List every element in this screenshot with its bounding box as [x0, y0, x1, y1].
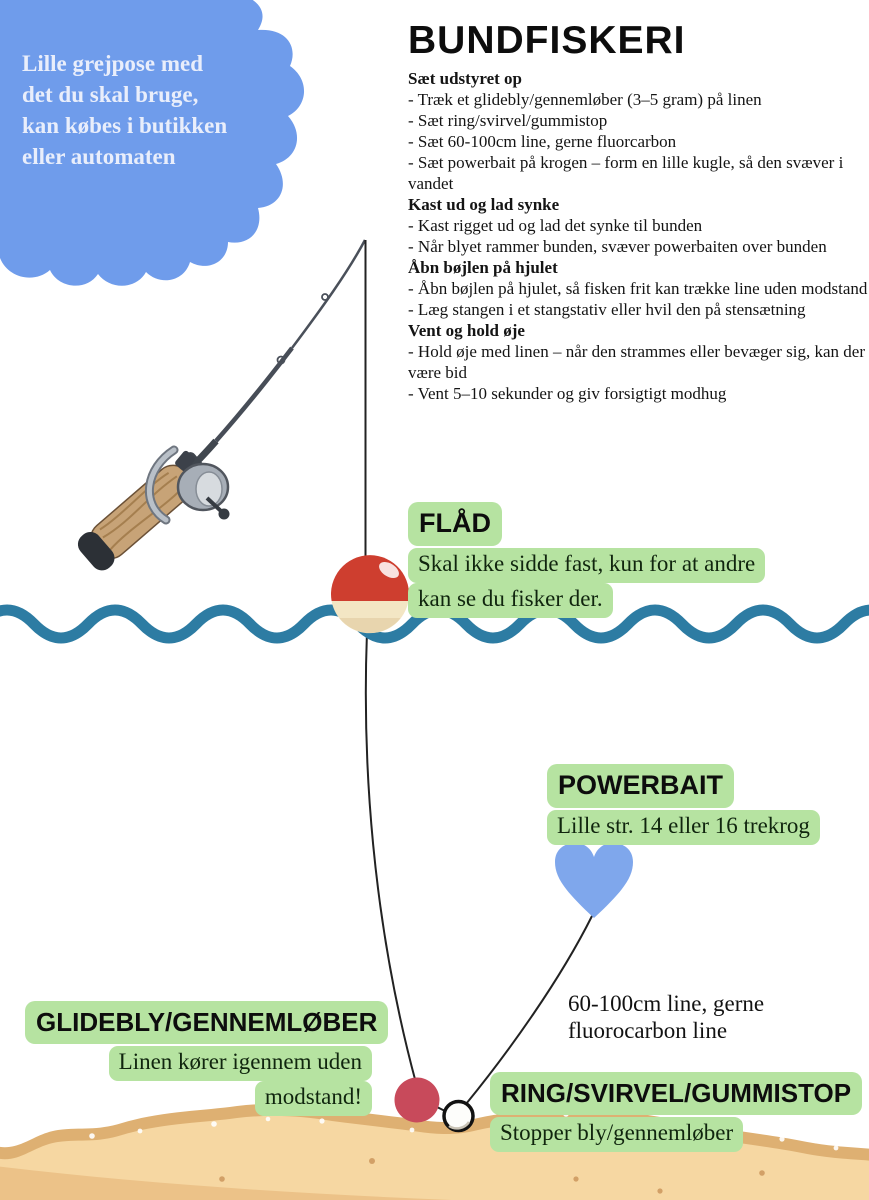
section-heading: Sæt udstyret op — [408, 69, 522, 88]
leader-line-note-line: fluorocarbon line — [568, 1018, 728, 1043]
callout-flaad-desc — [408, 548, 765, 618]
callout-desc-line: Skal ikke sidde fast, kun for at andre — [408, 548, 765, 583]
reel-handle-knob — [219, 509, 230, 520]
callout-glidebly-title: GLIDEBLY/GENNEMLØBER — [25, 1001, 388, 1044]
callout-flaad — [408, 502, 765, 618]
callout-powerbait — [547, 764, 820, 845]
callout-powerbait-desc — [547, 810, 820, 845]
instruction-item: - Hold øje med linen – når den strammes eller bevæger sig, kan der være bid — [408, 342, 865, 382]
callout-desc-line: kan se du fisker der. — [408, 583, 613, 618]
callout-desc-line: Stopper bly/gennemløber — [490, 1117, 743, 1152]
cloud-note-line: kan købes i butikken — [22, 113, 228, 138]
fishing-rod-illustration — [73, 240, 365, 575]
instruction-section — [408, 320, 869, 404]
callout-desc-line: Lille str. 14 eller 16 trekrog — [547, 810, 820, 845]
cloud-note-line: Lille grejpose med — [22, 51, 203, 76]
leader-line-note — [568, 990, 764, 1044]
instruction-section — [408, 68, 869, 194]
rod-blank-tip — [292, 240, 365, 348]
section-heading: Vent og hold øje — [408, 321, 525, 340]
rod-guide-ring — [322, 294, 328, 300]
float-bobber — [331, 555, 409, 633]
powerbait-heart — [555, 843, 633, 918]
instruction-item: - Åbn bøjlen på hjulet, så fisken frit kan trække line uden modstand — [408, 279, 868, 298]
callout-ring-title: RING/SVIRVEL/GUMMISTOP — [490, 1072, 862, 1115]
instruction-item: - Sæt powerbait på krogen – form en lille kugle, så den svæver i vandet — [408, 153, 844, 193]
rod-blank-mid — [216, 348, 292, 441]
callout-glidebly — [25, 1001, 378, 1116]
section-heading: Kast ud og lad synke — [408, 195, 560, 214]
callout-flaad-title: FLÅD — [408, 502, 502, 546]
instruction-item: - Sæt 60-100cm line, gerne fluorcarbon — [408, 132, 677, 151]
section-heading: Åbn bøjlen på hjulet — [408, 258, 558, 277]
instruction-item: - Kast rigget ud og lad det synke til bunden — [408, 216, 703, 235]
cloud-note — [22, 48, 227, 172]
swivel-ring — [444, 1102, 473, 1131]
callout-desc-line: Linen kører igennem uden — [109, 1046, 372, 1081]
sliding-sinker — [395, 1078, 440, 1123]
callout-powerbait-title: POWERBAIT — [547, 764, 734, 808]
instruction-item: - Sæt ring/svirvel/gummistop — [408, 111, 608, 130]
cloud-note-line: det du skal bruge, — [22, 82, 199, 107]
instructions-block — [408, 68, 869, 404]
callout-ring-desc — [490, 1117, 862, 1152]
instruction-section — [408, 194, 869, 257]
instruction-section — [408, 257, 869, 320]
callout-ring — [490, 1072, 862, 1152]
cloud-note-line: eller automaten — [22, 144, 176, 169]
instruction-item: - Læg stangen i et stangstativ eller hvil den på stensætning — [408, 300, 806, 319]
callout-glidebly-desc — [25, 1046, 372, 1116]
instruction-item: - Når blyet rammer bunden, svæver powerbaiten over bunden — [408, 237, 827, 256]
callout-desc-line: modstand! — [255, 1081, 372, 1116]
leader-line-note-line: 60-100cm line, gerne — [568, 991, 765, 1016]
page-title: BUNDFISKERI — [408, 19, 686, 62]
float-bottom-shade — [339, 618, 400, 633]
instruction-item: - Vent 5–10 sekunder og giv forsigtigt modhug — [408, 384, 727, 403]
instruction-item: - Træk et glidebly/gennemløber (3–5 gram) på linen — [408, 90, 762, 109]
float-top — [331, 555, 409, 601]
